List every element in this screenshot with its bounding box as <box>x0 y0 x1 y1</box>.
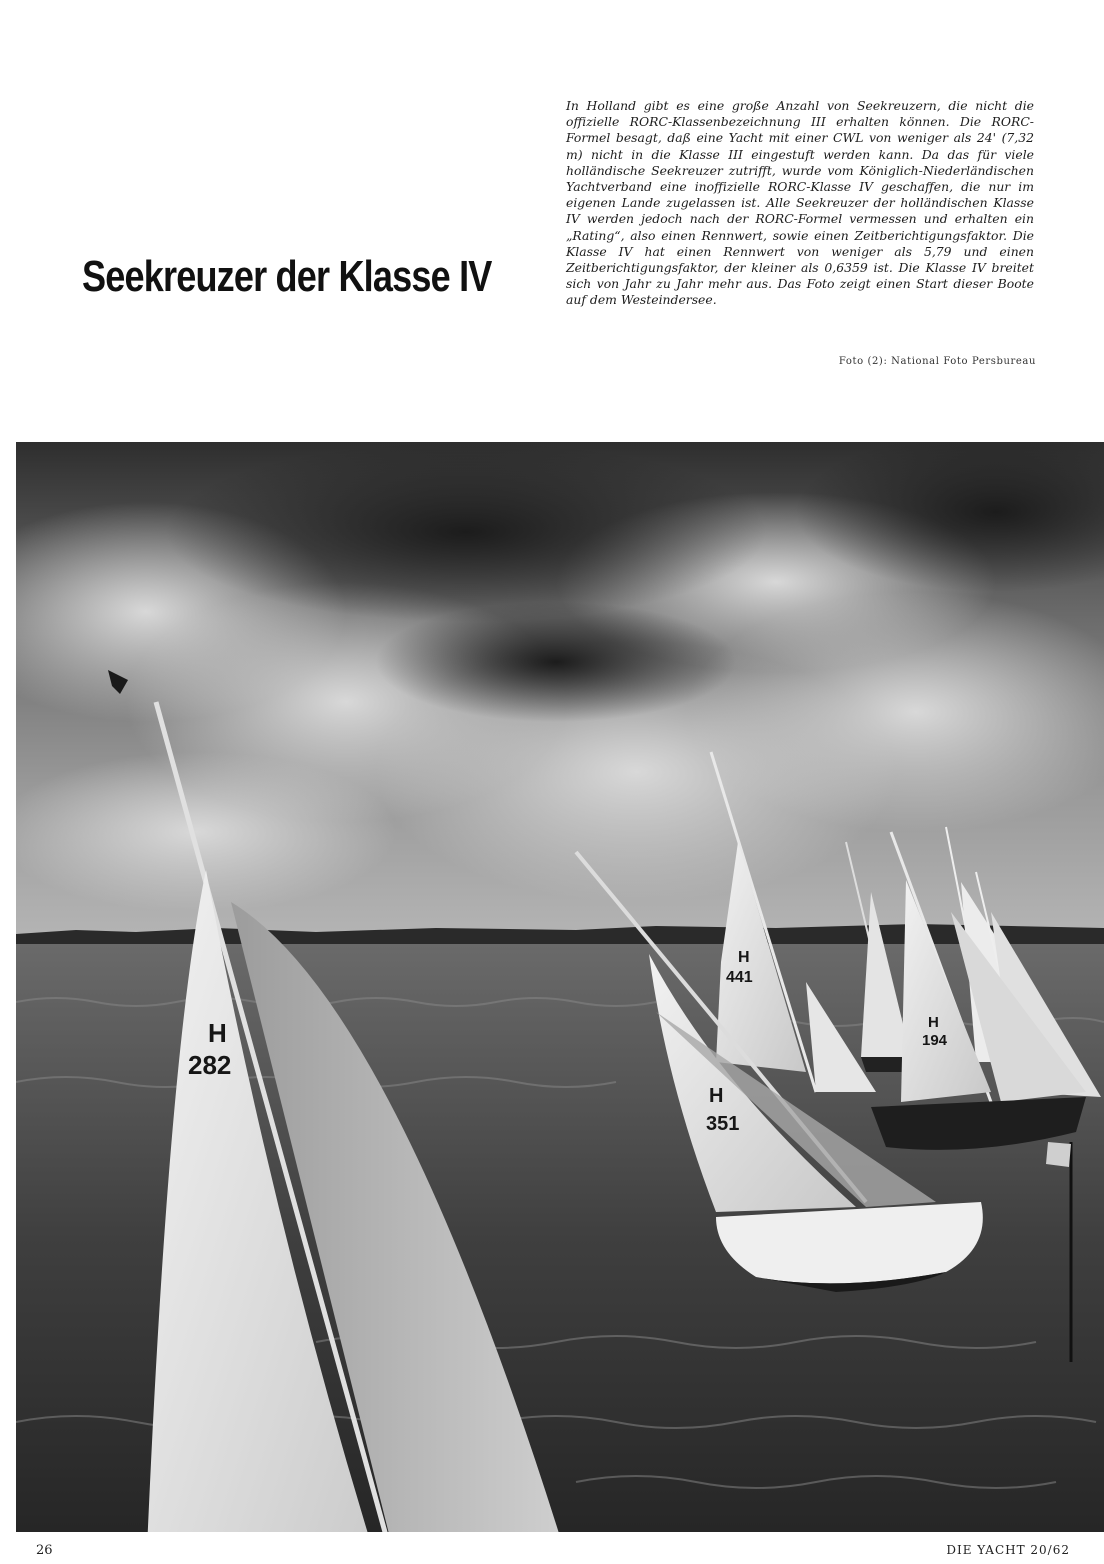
sail-number-441: 441 <box>726 969 753 986</box>
article-headline: Seekreuzer der Klasse IV <box>82 252 492 302</box>
sail-number-194: 194 <box>922 1032 948 1049</box>
sail-letter-441: H <box>738 949 750 966</box>
photo-credit: Foto (2): National Foto Persbureau <box>838 356 1036 367</box>
sail-letter-194: H <box>928 1014 939 1031</box>
sail-letter-351: H <box>709 1085 724 1107</box>
sail-number-282: 282 <box>188 1050 232 1080</box>
sailing-photo <box>16 442 1104 1532</box>
magazine-issue: DIE YACHT 20/62 <box>946 1543 1070 1557</box>
article-intro: In Holland gibt es eine große Anzahl von Seekreuzern, die nicht die offizielle RORC-Klassenbezeichnung III erhalten können. Die RORC-Formel besagt, daß eine Yacht mit einer CWL von weniger als 24' (7,32 m) nicht in die Klasse III eingestuft werden kann. Da das für viele holländische Seekreuzer zutrifft, wurde vom Königlich-Niederländischen Yachtverband eine inoffizielle RORC-Klasse IV geschaffen, die nur im eigenen Lande zugelassen ist. Alle Seekreuzer der holländischen Klasse IV werden jedoch nach der RORC-Formel vermessen und erhalten ein „Rating“, also einen Rennwert, sowie einen Zeitberichtigungsfaktor. Die Klasse IV hat einen Rennwert von weniger als 5,79 und einen Zeitberichtigungsfaktor, der kleiner als 0,6359 ist. Die Klasse IV breitet sich von Jahr zu Jahr mehr aus. Das Foto zeigt einen Start dieser Boote auf dem Westeindersee. <box>566 98 1034 308</box>
sail-number-351: 351 <box>706 1113 740 1135</box>
page-number: 26 <box>36 1543 53 1558</box>
sail-letter-282: H <box>208 1018 227 1048</box>
